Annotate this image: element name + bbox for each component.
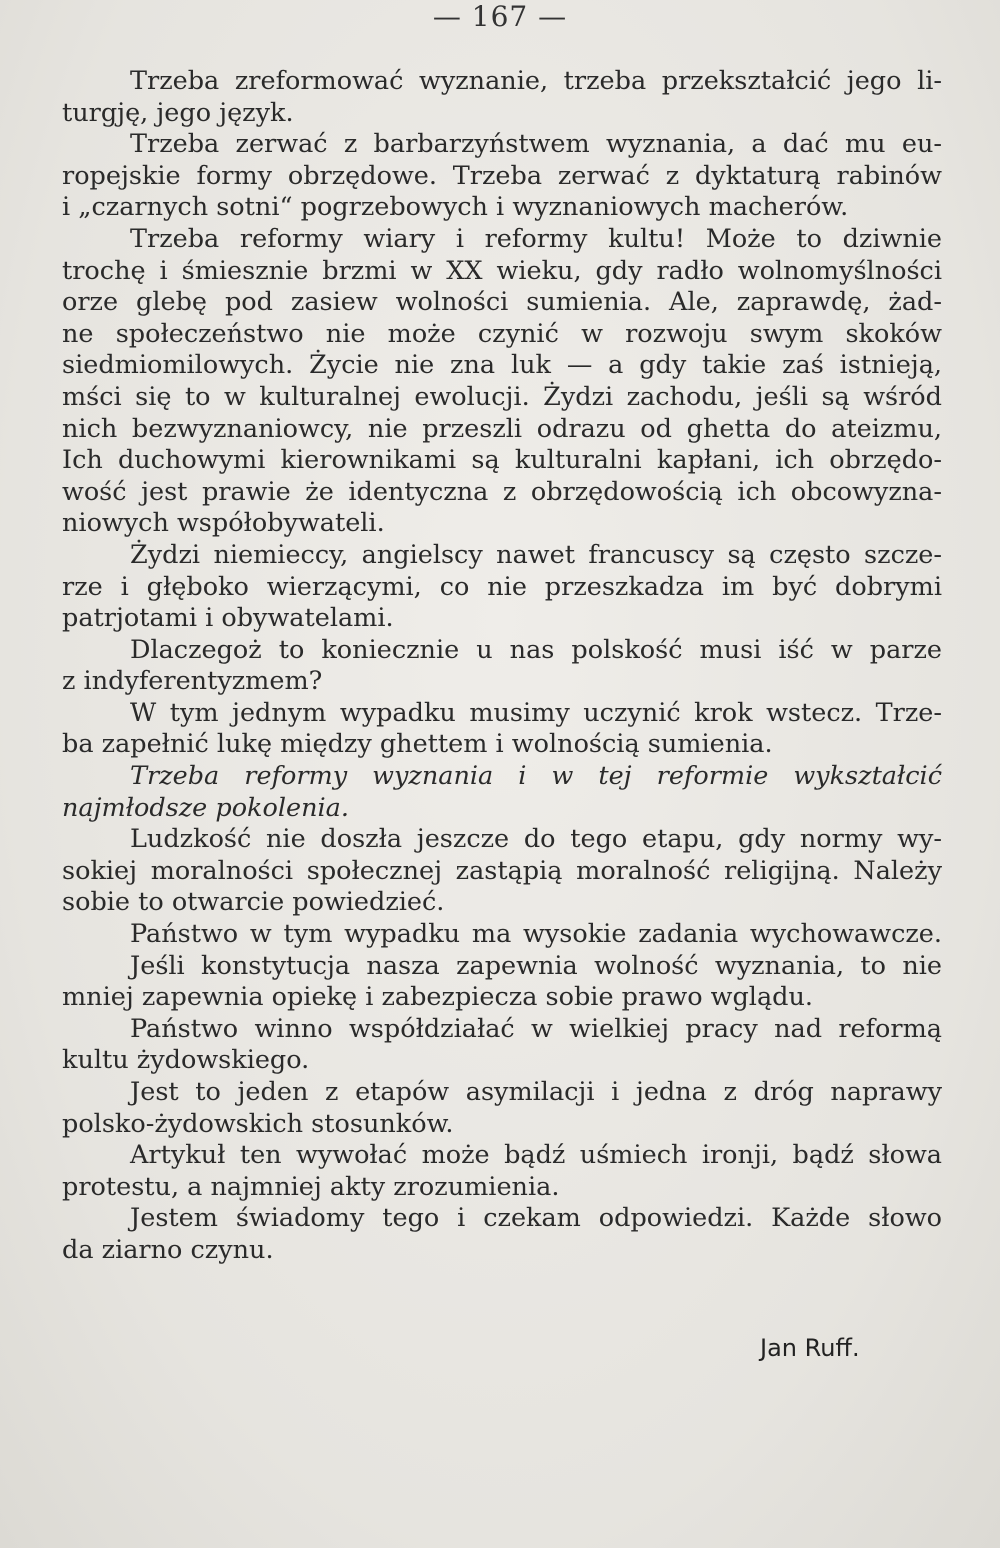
- text-line: orze glebę pod zasiew wolności sumienia. Ale, zaprawdę, żad-: [62, 287, 942, 318]
- text-line: turgję, jego język.: [62, 97, 294, 128]
- text-line: z indyferentyzmem?: [62, 666, 323, 697]
- page-number: — 167 —: [432, 0, 568, 33]
- text-line: Jestem świadomy tego i czekam odpowiedzi. Każde słowo: [130, 1203, 942, 1234]
- text-line: siedmiomilowych. Życie nie zna luk — a gdy takie zaś istnieją,: [62, 350, 942, 381]
- text-line: Jest to jeden z etapów asymilacji i jedna z dróg naprawy: [130, 1077, 942, 1107]
- emphasized-text-line: Trzeba reformy wyznania i w tej reformie wykształcić: [130, 761, 942, 792]
- text-line: polsko-żydowskich stosunków.: [62, 1108, 454, 1139]
- text-line: Artykuł ten wywołać może bądź uśmiech ironji, bądź słowa: [130, 1140, 942, 1171]
- text-line: sobie to otwarcie powiedzieć.: [62, 887, 445, 918]
- text-line: Dlaczegoż to koniecznie u nas polskość musi iść w parze: [130, 634, 942, 665]
- text-line: i „czarnych sotni“ pogrzebowych i wyznaniowych macherów.: [62, 192, 849, 223]
- text-line: ropejskie formy obrzędowe. Trzeba zerwać z dyktaturą rabinów: [62, 160, 942, 191]
- text-line: mści się to w kulturalnej ewolucji. Żydzi zachodu, jeśli są wśród: [62, 381, 942, 412]
- text-line: patrjotami i obywatelami.: [62, 603, 394, 634]
- text-line: nich bezwyznaniowcy, nie przeszli odrazu od ghetta do ateizmu,: [62, 413, 942, 444]
- text-line: mniej zapewnia opiekę i zabezpiecza sobie prawo wglądu.: [62, 982, 814, 1013]
- text-line: ba zapełnić lukę między ghettem i wolnością sumienia.: [62, 729, 773, 760]
- text-line: Ludzkość nie doszła jeszcze do tego etapu, gdy normy wy-: [130, 824, 942, 855]
- text-line: Ich duchowymi kierownikami są kulturalni kapłani, ich obrzędo-: [62, 445, 942, 476]
- author-signature: Jan Ruff.: [760, 1334, 860, 1362]
- text-line: Żydzi niemieccy, angielscy nawet francuscy są często szcze-: [130, 539, 942, 570]
- text-line: protestu, a najmniej akty zrozumienia.: [62, 1171, 560, 1202]
- text-line: Trzeba zerwać z barbarzyństwem wyznania, a dać mu eu-: [130, 129, 942, 160]
- text-line: niowych współobywateli.: [62, 508, 385, 539]
- text-line: kultu żydowskiego.: [62, 1045, 310, 1076]
- text-line: Państwo winno współdziałać w wielkiej pracy nad reformą: [130, 1013, 942, 1044]
- text-line: Jeśli konstytucja nasza zapewnia wolność wyznania, to nie: [130, 950, 942, 981]
- text-line: rze i głęboko wierzącymi, co nie przeszkadza im być dobrymi: [62, 571, 942, 602]
- text-line: Trzeba reformy wiary i reformy kultu! Może to dziwnie: [130, 223, 942, 254]
- text-line: W tym jednym wypadku musimy uczynić krok wstecz. Trze-: [130, 697, 942, 728]
- emphasized-text-line: najmłodsze pokolenia.: [62, 792, 349, 823]
- text-line: ne społeczeństwo nie może czynić w rozwoju swym skoków: [62, 318, 942, 349]
- text-line: da ziarno czynu.: [62, 1234, 274, 1265]
- text-line: wość jest prawie że identyczna z obrzędowością ich obcowyzna-: [62, 476, 942, 507]
- text-line: Państwo w tym wypadku ma wysokie zadania wychowawcze.: [130, 919, 942, 950]
- text-line: trochę i śmiesznie brzmi w XX wieku, gdy radło wolnomyślności: [62, 255, 942, 286]
- article-body: [62, 66, 942, 1267]
- text-line: Trzeba zreformować wyznanie, trzeba przekształcić jego li-: [130, 66, 942, 96]
- text-line: sokiej moralności społecznej zastąpią moralność religijną. Należy: [62, 855, 942, 886]
